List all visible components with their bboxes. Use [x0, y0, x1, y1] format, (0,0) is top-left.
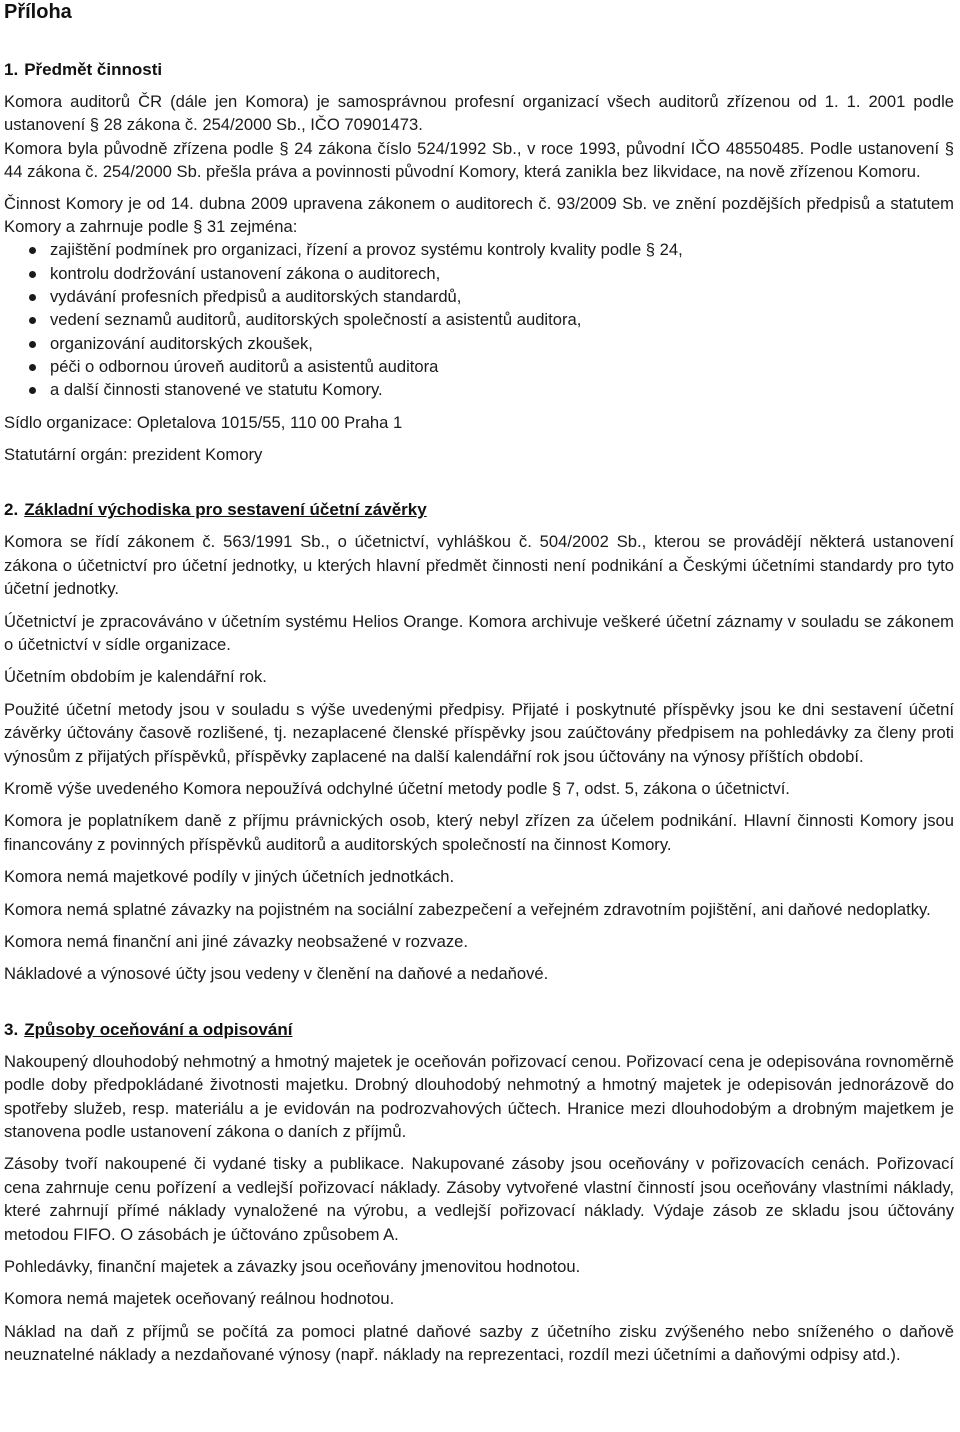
section-3-heading: [4, 1018, 954, 1042]
section-2-paragraph: Účetnictví je zpracováváno v účetním systému Helios Orange. Komora archivuje veškeré účetní záznamy v souladu se zákonem o účetnictví v sídle organizace.: [4, 611, 954, 654]
list-item: vydávání profesních předpisů a auditorských standardů,: [28, 285, 954, 308]
organization-seat: Sídlo organizace: Opletalova 1015/55, 110 00 Praha 1: [4, 412, 403, 432]
section-3-title: Způsoby oceňování a odpisování: [24, 1019, 293, 1039]
section-3-paragraph: Komora nemá majetek oceňovaný reálnou hodnotou.: [4, 1289, 395, 1309]
section-2-heading: [4, 498, 954, 522]
activities-list: [4, 238, 954, 401]
section-3-paragraph: Náklad na daň z příjmů se počítá za pomoci platné daňové sazby z účetního zisku zvýšeného nebo sníženého o daňově neuznatelné náklady a nezdaňované výnosy (např. náklady na reprezentaci, rozdíl mezi účetními a daňovými odpisy atd.).: [4, 1321, 954, 1365]
section-2-paragraph: Komora se řídí zákonem č. 563/1991 Sb., o účetnictví, vyhláškou č. 504/2002 Sb., kterou se provádějí některá ustanovení zákona o účetnictví pro účetní jednotky, u kterých hlavní předmět činnosti není podnikání a Českými účetními standardy pro tyto účetní jednotky.: [4, 532, 954, 599]
list-item: a další činnosti stanovené ve statutu Komory.: [28, 378, 954, 401]
section-1-paragraph-2: Komora byla původně zřízena podle § 24 zákona číslo 524/1992 Sb., v roce 1993, původní IČO 48550485. Podle ustanovení § 44 zákona č. 254/2000 Sb. přešla práva a povinnosti původní Komory, která zanikla bez likvidace, na nově zřízenou Komoru.: [4, 138, 954, 182]
section-3-paragraph: Nakoupený dlouhodobý nehmotný a hmotný majetek je oceňován pořizovací cenou. Pořizovací cena je odepisována rovnoměrně podle doby předpokládané životnosti majetku. Drobný dlouhodobý nehmotný a hmotný majetek je odepisován jednorázově do spotřeby služeb, resp. materiálu a je evidován na podrozvahových účtech. Hranice mezi dlouhodobým a drobným majetkem je stanovena podle ustanovení zákona o daních z příjmů.: [4, 1051, 954, 1142]
section-3-number: 3.: [4, 1019, 19, 1039]
section-2-paragraph: Komora nemá majetkové podíly v jiných účetních jednotkách.: [4, 867, 455, 887]
document-title: Příloha: [4, 1, 72, 23]
list-item: kontrolu dodržování ustanovení zákona o auditorech,: [28, 262, 954, 285]
section-1-heading: [4, 58, 954, 82]
section-2-paragraph: Komora nemá splatné závazky na pojistném na sociální zabezpečení a veřejném zdravotním pojištění, ani daňové nedoplatky.: [4, 899, 931, 919]
section-1-paragraph-3: Činnost Komory je od 14. dubna 2009 upravena zákonem o auditorech č. 93/2009 Sb. ve znění pozdějších předpisů a statutem Komory a zahrnuje podle § 31 zejména:: [4, 193, 954, 237]
section-2-paragraph: Účetním obdobím je kalendářní rok.: [4, 667, 267, 687]
section-1-title: Předmět činnosti: [24, 60, 163, 79]
section-2-paragraph: Kromě výše uvedeného Komora nepoužívá odchylné účetní metody podle § 7, odst. 5, zákona o účetnictví.: [4, 778, 790, 798]
statutory-body: Statutární orgán: prezident Komory: [4, 444, 263, 464]
section-1-paragraph-1: Komora auditorů ČR (dále jen Komora) je samosprávnou profesní organizací všech auditorů zřízenou od 1. 1. 2001 podle ustanovení § 28 zákona č. 254/2000 Sb., IČO 70901473.: [4, 92, 954, 135]
list-item: péči o odbornou úroveň auditorů a asistentů auditora: [28, 355, 954, 378]
section-1-number: 1.: [4, 60, 19, 79]
section-2-paragraph: Komora nemá finanční ani jiné závazky neobsažené v rozvaze.: [4, 932, 468, 952]
section-2-paragraph: Použité účetní metody jsou v souladu s výše uvedenými předpisy. Přijaté i poskytnuté příspěvky jsou ke dni sestavení účetní závěrky účtovány časově rozlišené, tj. nezaplacené členské příspěvky jsou zaúčtovány předpisem na pohledávky za členy proti výnosům z přijatých příspěvků, příspěvky zaplacené na další kalendářní rok jsou účtovány na výnosy příštích období.: [4, 699, 954, 766]
section-3-paragraph: Zásoby tvoří nakoupené či vydané tisky a publikace. Nakupované zásoby jsou oceňovány v pořizovacích cenách. Pořizovací cena zahrnuje cenu pořízení a vedlejší pořizovací náklady. Zásoby vytvořené vlastní činností jsou oceňovány vlastními náklady, které zahrnují přímé náklady vynaložené na výrobu, a vedlejší pořizovací náklady. Výdaje zásob ze skladu jsou účtovány metodou FIFO. O zásobách je účtováno způsobem A.: [4, 1154, 954, 1244]
list-item: vedení seznamů auditorů, auditorských společností a asistentů auditora,: [28, 308, 954, 331]
section-2-number: 2.: [4, 500, 19, 520]
section-2-paragraph: Nákladové a výnosové účty jsou vedeny v členění na daňové a nedaňové.: [4, 964, 549, 984]
section-3-paragraph: Pohledávky, finanční majetek a závazky jsou oceňovány jmenovitou hodnotou.: [4, 1257, 581, 1277]
list-item: zajištění podmínek pro organizaci, řízení a provoz systému kontroly kvality podle § 24,: [28, 238, 954, 261]
list-item: organizování auditorských zkoušek,: [28, 332, 954, 355]
section-2-title: Základní východiska pro sestavení účetní závěrky: [24, 500, 427, 520]
section-2-paragraph: Komora je poplatníkem daně z příjmu právnických osob, který nebyl zřízen za účelem podnikání. Hlavní činnosti Komory jsou financovány z povinných příspěvků auditorů a auditorských společností na činnost Komory.: [4, 811, 954, 854]
